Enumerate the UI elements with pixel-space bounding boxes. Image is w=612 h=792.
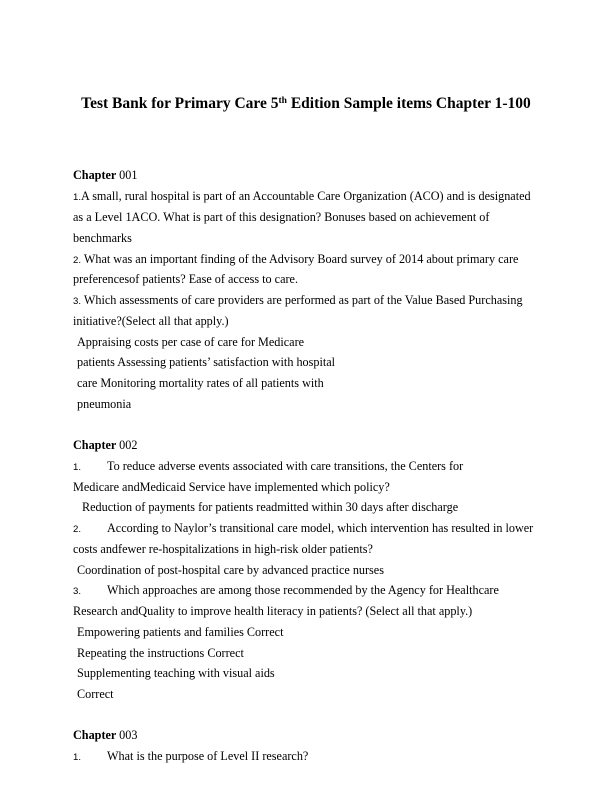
ch1-q1-line1: 1.A small, rural hospital is part of an Accountable Care Organization (ACO) and is designated bbox=[73, 189, 531, 203]
ch2-q3-line1: 3. Which approaches are among those recommended by the Agency for Healthcare bbox=[73, 583, 499, 597]
ch1-q1-line2: as a Level 1ACO. What is part of this designation? Bonuses based on achievement of bbox=[73, 210, 490, 224]
question-number: 3. bbox=[73, 296, 82, 307]
page-title bbox=[0, 94, 612, 114]
ch2-q3-answer-line4: Correct bbox=[77, 687, 114, 701]
ch1-q3-answer-line4: pneumonia bbox=[77, 397, 132, 411]
title-superscript: th bbox=[278, 96, 287, 106]
ch2-q3-answer-line3: Supplementing teaching with visual aids bbox=[77, 666, 275, 680]
question-number: 2. bbox=[73, 524, 82, 535]
ch1-q3-line1: 3. Which assessments of care providers are performed as part of the Value Based Purchasing bbox=[73, 293, 523, 307]
question-number: 1. bbox=[73, 192, 82, 203]
ch1-q3-answer-line2: patients Assessing patients’ satisfaction with hospital bbox=[77, 355, 336, 369]
title-text: Test Bank for Primary Care 5 bbox=[81, 95, 279, 112]
ch1-q3-answer-line3: care Monitoring mortality rates of all patients with bbox=[77, 376, 324, 390]
ch2-q2-line2: costs andfewer re-hospitalizations in high-risk older patients? bbox=[73, 542, 373, 556]
ch2-q3-answer-line1: Empowering patients and families Correct bbox=[77, 625, 284, 639]
ch1-q3-answer-line1: Appraising costs per case of care for Medicare bbox=[77, 335, 305, 349]
question-number: 1. bbox=[73, 462, 82, 473]
ch2-q1-line2: Medicare andMedicaid Service have implemented which policy? bbox=[73, 480, 390, 494]
ch2-q2-answer: Coordination of post-hospital care by advanced practice nurses bbox=[77, 563, 384, 577]
title-text-end: Edition Sample items Chapter 1-100 bbox=[286, 95, 531, 112]
ch1-q2-line1: 2. What was an important finding of the Advisory Board survey of 2014 about primary care bbox=[73, 252, 519, 266]
ch1-q1-line3: benchmarks bbox=[73, 231, 132, 245]
question-number: 1. bbox=[73, 752, 82, 763]
chapter-003-heading: Chapter 003 bbox=[73, 728, 138, 742]
question-number: 2. bbox=[73, 255, 82, 266]
chapter-002-heading: Chapter 002 bbox=[73, 438, 138, 452]
ch2-q1-answer: Reduction of payments for patients readmitted within 30 days after discharge bbox=[82, 500, 459, 514]
ch2-q2-line1: 2. According to Naylor’s transitional care model, which intervention has resulted in lower bbox=[73, 521, 534, 535]
ch2-q3-answer-line2: Repeating the instructions Correct bbox=[77, 646, 244, 660]
chapter-001-heading: Chapter 001 bbox=[73, 168, 138, 182]
ch1-q3-line2: initiative?(Select all that apply.) bbox=[73, 314, 229, 328]
question-number: 3. bbox=[73, 586, 82, 597]
ch2-q3-line2: Research andQuality to improve health literacy in patients? (Select all that apply.) bbox=[73, 604, 473, 618]
ch3-q1-line1: 1. What is the purpose of Level II research? bbox=[73, 749, 309, 763]
ch1-q2-line2: preferencesof patients? Ease of access to care. bbox=[73, 272, 298, 286]
ch2-q1-line1: 1. To reduce adverse events associated with care transitions, the Centers for bbox=[73, 459, 464, 473]
